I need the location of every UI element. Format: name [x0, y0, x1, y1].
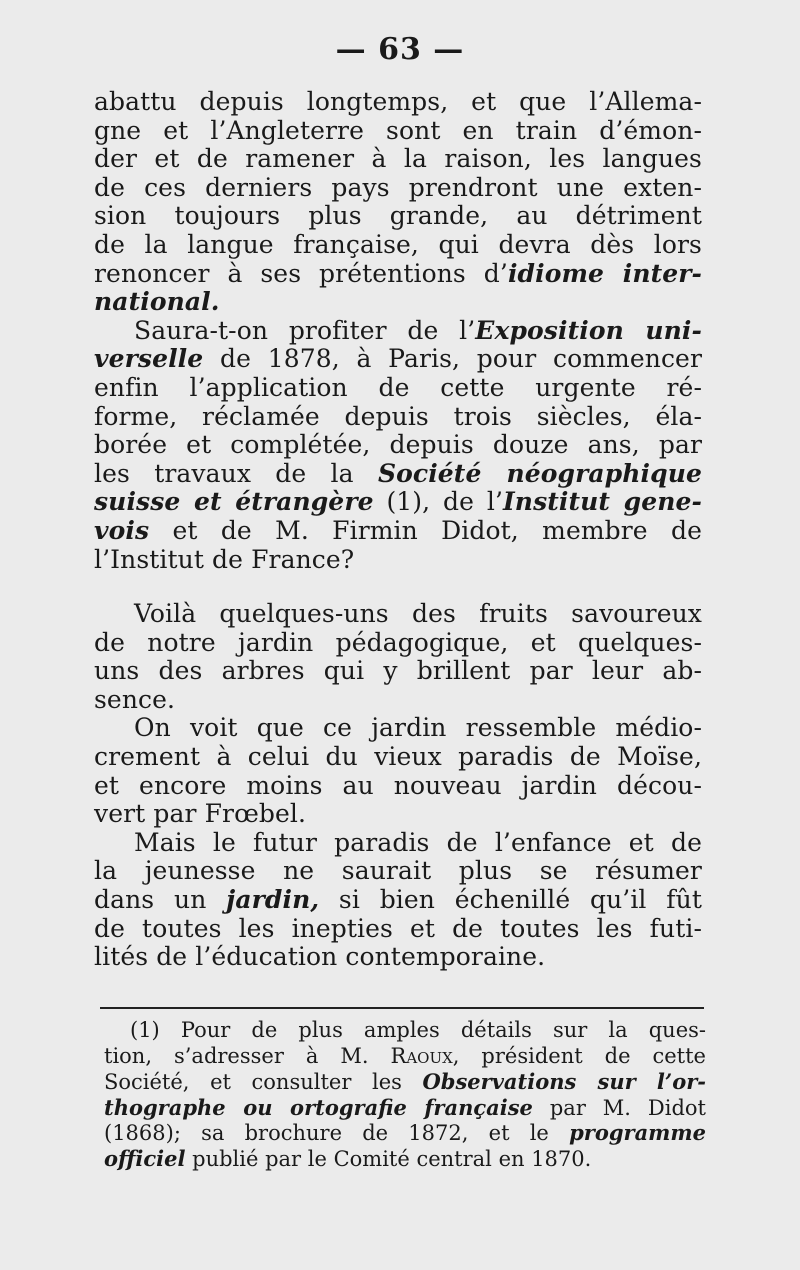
text-line: dans un jardin, si bien échenillé qu’il fût — [94, 885, 702, 915]
text-line: crement à celui du vieux paradis de Moïse, — [94, 742, 702, 772]
text-line: Voilà quelques-uns des fruits savoureux — [134, 599, 702, 629]
text-line: borée et complétée, depuis douze ans, par — [94, 430, 702, 460]
text-line: national. — [94, 287, 220, 317]
footnote-line: Société, et consulter les Observations sur l’or- — [104, 1069, 706, 1095]
footnote-line: officiel publié par le Comité central en 1870. — [104, 1145, 592, 1171]
text-line: suisse et étrangère (1), de l’Institut gene- — [94, 487, 703, 517]
text-line: de la langue française, qui devra dès lors — [94, 229, 702, 259]
text-line: Saura-t-on profiter de l’Exposition uni- — [134, 315, 703, 345]
text-line: renoncer à ses prétentions d’idiome inter- — [94, 258, 702, 288]
text-line: de ces derniers pays prendront une exten- — [94, 172, 702, 202]
page-number: — 63 — — [335, 32, 465, 67]
text-line: lités de l’éducation contemporaine. — [94, 942, 546, 972]
text-line: forme, réclamée depuis trois siècles, éla- — [94, 401, 702, 431]
paragraph-gap — [94, 574, 702, 600]
text-line: sence. — [94, 684, 176, 714]
text-line: de notre jardin pédagogique, et quelques- — [94, 627, 702, 657]
text-line: abattu depuis longtemps, et que l’Allema- — [94, 87, 702, 116]
footnote-line: (1) Pour de plus amples détails sur la ques- — [130, 1018, 706, 1042]
main-text — [94, 88, 702, 972]
text-line: les travaux de la Société néographique — [94, 458, 702, 488]
text-line: verselle de 1878, à Paris, pour commencer — [94, 344, 702, 374]
footnote — [104, 1018, 706, 1172]
text-line: On voit que ce jardin ressemble médio- — [134, 713, 702, 743]
text-line: sion toujours plus grande, au détriment — [94, 201, 702, 231]
text-line: et encore moins au nouveau jardin décou- — [94, 770, 702, 800]
footnote-line: thographe ou ortografie française par M. Didot — [104, 1094, 706, 1120]
text-line: de toutes les inepties et de toutes les futi- — [94, 913, 702, 943]
text-line: der et de ramener à la raison, les langues — [94, 144, 702, 174]
text-line: gne et l’Angleterre sont en train d’émon- — [94, 115, 702, 145]
text-line: la jeunesse ne saurait plus se résumer — [94, 856, 702, 886]
text-line: vert par Frœbel. — [94, 799, 307, 829]
footnote-line: tion, s’adresser à M. Raoux, président de cette — [104, 1043, 706, 1068]
footnote-line: (1868); sa brochure de 1872, et le programme — [104, 1120, 706, 1146]
text-line: uns des arbres qui y brillent par leur ab- — [94, 656, 702, 686]
text-line: vois et de M. Firmin Didot, membre de — [94, 515, 702, 545]
text-line: Mais le futur paradis de l’enfance et de — [134, 827, 702, 857]
footnote-rule — [100, 1007, 704, 1009]
text-line: l’Institut de France? — [94, 544, 355, 574]
text-line: enfin l’application de cette urgente ré- — [94, 372, 702, 402]
